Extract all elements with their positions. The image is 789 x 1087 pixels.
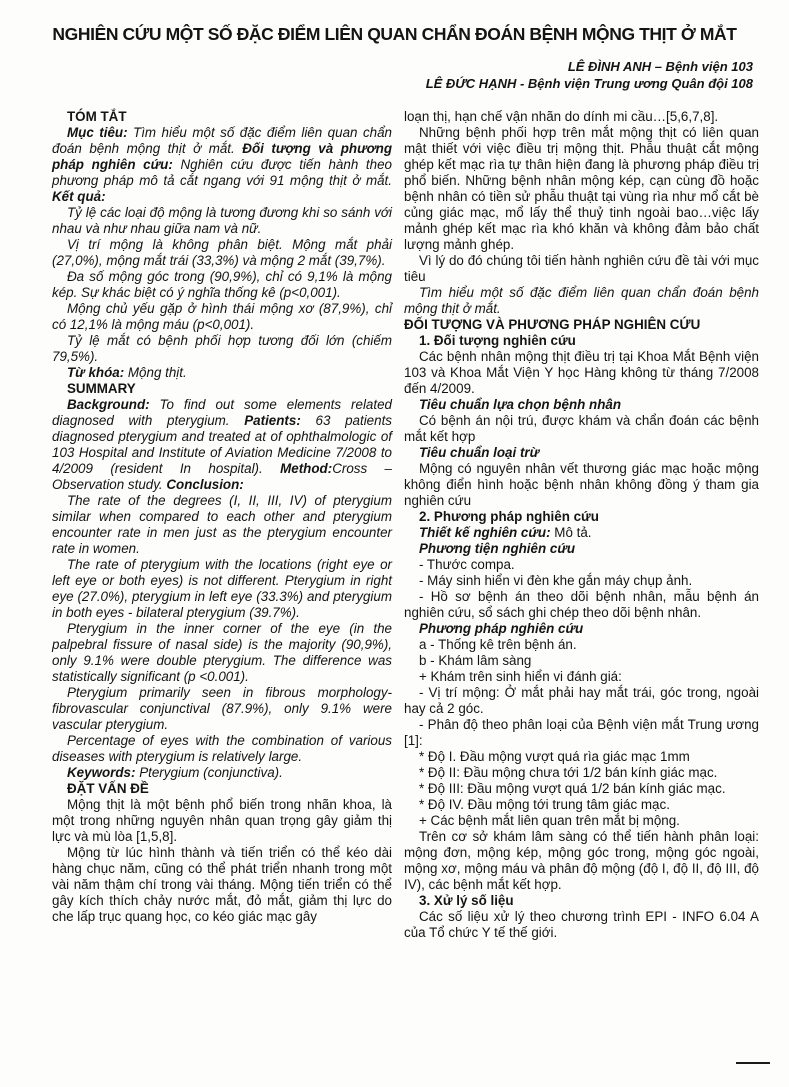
text-run: Keywords:	[67, 765, 136, 780]
text-run: Tỷ lệ các loại độ mộng là tương đương khi so sánh với nhau và như nhau giữa nam và nữ.	[52, 205, 392, 236]
text-run: + Các bệnh mắt liên quan trên mắt bị mộng.	[419, 813, 680, 828]
text-run: ĐỐI TƯỢNG VÀ PHƯƠNG PHÁP NGHIÊN CỨU	[404, 317, 701, 332]
right-column	[404, 109, 759, 941]
text-run: Mục tiêu:	[67, 125, 128, 140]
text-run: Từ khóa:	[67, 365, 125, 380]
paragraph	[52, 205, 392, 237]
text-run: * Độ I. Đầu mộng vượt quá rìa giác mạc 1mm	[419, 749, 690, 764]
text-run: 2. Phương pháp nghiên cứu	[419, 509, 599, 524]
text-run: Patients:	[244, 413, 301, 428]
paragraph	[404, 685, 759, 717]
paragraph	[404, 909, 759, 941]
text-run: ĐẶT VẤN ĐỀ	[67, 781, 149, 796]
paragraph	[52, 493, 392, 557]
author-block	[0, 58, 789, 92]
text-run: * Độ IV. Đầu mộng tới trung tâm giác mạc.	[419, 797, 670, 812]
paragraph	[404, 525, 759, 541]
author-line-1: LÊ ĐÌNH ANH – Bệnh viện 103	[567, 59, 753, 74]
paragraph	[404, 653, 759, 669]
text-run: Các số liệu xử lý theo chương trình EPI - INFO 6.04 A của Tổ chức Y tế thế giới.	[404, 909, 759, 940]
text-run: Pterygium (conjunctiva).	[135, 765, 283, 780]
text-run: Tìm hiểu một số đặc điểm liên quan chẩn đoán bệnh mộng thịt ở mắt.	[404, 285, 759, 316]
text-run: - Hồ sơ bệnh án theo dõi bệnh nhân, mẫu bệnh án nghiên cứu, sổ sách ghi chép theo dõi bệnh nhân.	[404, 589, 759, 620]
paper-title-text: NGHIÊN CỨU MỘT SỐ ĐẶC ĐIỂM LIÊN QUAN CHẨN ĐOÁN BỆNH MỘNG THỊT Ở MẮT	[52, 24, 737, 44]
paragraph	[52, 333, 392, 365]
text-run: Nghiên cứu được tiến hành theo phương pháp mô tả cắt ngang với 91 mộng thịt ở mắt.	[52, 157, 392, 188]
paragraph	[404, 717, 759, 749]
text-run: Cross – Observation study.	[52, 461, 392, 492]
text-run: Pterygium primarily seen in fibrous morphology-fibrovascular conjunctival (87.9%), only 9.1% were vascular pterygium.	[52, 685, 392, 732]
text-run: Percentage of eyes with the combination of various diseases with pterygium is relatively large.	[52, 733, 392, 764]
text-run: Các bệnh nhân mộng thịt điều trị tại Khoa Mắt Bệnh viện 103 và Khoa Mắt Viện Y học Hàng không từ tháng 7/2008 đến 4/2009.	[404, 349, 759, 396]
text-run: Vì lý do đó chúng tôi tiến hành nghiên cứu đề tài với mục tiêu	[404, 253, 759, 284]
paragraph	[404, 253, 759, 285]
paragraph	[52, 237, 392, 269]
paragraph	[404, 413, 759, 445]
left-column	[52, 109, 392, 941]
text-run: 3. Xử lý số liệu	[419, 893, 514, 908]
paragraph	[52, 301, 392, 333]
text-run: * Độ III: Đầu mộng vượt quá 1/2 bán kính giác mạc.	[419, 781, 726, 796]
paragraph	[404, 781, 759, 797]
paragraph	[404, 749, 759, 765]
sub-heading	[404, 509, 759, 525]
text-run: Mộng từ lúc hình thành và tiến triển có thể kéo dài hàng chục năm, cũng có thể phát triển nhanh trong một vài năm thậm chí trong vài tháng. Mộng tiến triển có thể gây kích thích chảy nước mắt, đỏ mắt, giảm thị lực do che lấp trục quang học, co kéo giác mạc gây	[52, 845, 392, 924]
paragraph	[404, 765, 759, 781]
paragraph	[52, 557, 392, 621]
text-run: Phương pháp nghiên cứu	[419, 621, 584, 636]
paragraph	[52, 797, 392, 845]
section-heading-dat-van-de	[52, 781, 392, 797]
text-run: Conclusion:	[166, 477, 244, 492]
paragraph	[404, 813, 759, 829]
paragraph	[404, 797, 759, 813]
paragraph	[404, 461, 759, 509]
text-run: Tiêu chuẩn lựa chọn bệnh nhân	[419, 397, 622, 412]
text-run: b - Khám lâm sàng	[419, 653, 532, 668]
paragraph	[404, 637, 759, 653]
paragraph	[404, 557, 759, 573]
section-heading-summary	[52, 381, 392, 397]
text-run: - Phân độ theo phân loại của Bệnh viện mắt Trung ương [1]:	[404, 717, 759, 748]
section-heading-doi-tuong	[404, 317, 759, 333]
text-run: SUMMARY	[67, 381, 136, 396]
text-run: Tỷ lệ mắt có bệnh phối hợp tương đối lớn (chiếm 79,5%).	[52, 333, 392, 364]
text-run: Mộng có nguyên nhân vết thương giác mạc hoặc mộng không điển hình hoặc bệnh nhân không đồng ý tham gia nghiên cứu	[404, 461, 759, 508]
text-run: To find out some elements related diagnosed with pterygium.	[52, 397, 392, 428]
paragraph	[52, 765, 392, 781]
paragraph	[52, 621, 392, 685]
text-run: Phương tiện nghiên cứu	[419, 541, 576, 556]
two-column-body	[0, 92, 789, 941]
paragraph	[404, 125, 759, 253]
text-run: Pterygium in the inner corner of the eye (in the palpebral fissure of nasal side) is the majority (90,9%), only 9.1% were double pterygium. The difference was statistically significant (p <0.001).	[52, 621, 392, 684]
text-run: loạn thị, hạn chế vận nhãn do dính mi cầu…[5,6,7,8].	[404, 109, 719, 124]
paragraph	[52, 397, 392, 493]
paragraph	[52, 733, 392, 765]
text-run: The rate of the degrees (I, II, III, IV) of pterygium similar when compared to each other and pterygium encounter rate in men just as the pterygium encounter rate in women.	[52, 493, 392, 556]
sub-heading	[404, 445, 759, 461]
paragraph	[404, 349, 759, 397]
text-run: Đa số mộng góc trong (90,9%), chỉ có 9,1% là mộng kép. Sự khác biệt có ý nghĩa thống kê (p<0,001).	[52, 269, 392, 300]
text-run: Có bệnh án nội trú, được khám và chẩn đoán các bệnh mắt kết hợp	[404, 413, 759, 444]
text-run: Background:	[67, 397, 150, 412]
paragraph	[52, 685, 392, 733]
paragraph	[52, 125, 392, 205]
text-run: Những bệnh phối hợp trên mắt mộng thịt có liên quan mật thiết với việc điều trị mộng thịt. Phẫu thuật cắt mộng ghép kết mạc rìa tự thân hiện đang là phương pháp điều trị phổ biến. Những bệnh nhân mộng kép, cạn cùng đồ hoặc bệnh nhân có tiền sử phẫu thuật tại vùng rìa như mổ cắt bè củng giác mạc, mổ lấy thể thuỷ tinh ngoài bao…việc lấy mảnh ghép kết mạc rìa khó khăn và không đảm bảo chất lượng mảnh ghép.	[404, 125, 759, 252]
text-run: + Khám trên sinh hiển vi đánh giá:	[419, 669, 622, 684]
text-run: Trên cơ sở khám lâm sàng có thể tiến hành phân loại: mộng đơn, mộng kép, mộng góc trong, mộng góc ngoài, mộng xơ, mộng máu và phân độ mộng (độ I, độ II, độ III, độ IV), các bệnh mắt kết hợp.	[404, 829, 759, 892]
text-run: Thiết kế nghiên cứu:	[419, 525, 551, 540]
sub-heading	[404, 541, 759, 557]
section-heading-tom-tat	[52, 109, 392, 125]
text-run: Method:	[280, 461, 333, 476]
text-run: - Thước compa.	[419, 557, 515, 572]
text-run: Tìm hiểu một số đặc điểm liên quan chẩn đoán bệnh mộng thịt ở mắt.	[52, 125, 392, 156]
text-run: TÓM TẮT	[67, 109, 127, 124]
page-corner-mark	[736, 1062, 770, 1064]
paragraph	[52, 845, 392, 925]
paragraph	[52, 365, 392, 381]
text-run: Mộng thịt.	[124, 365, 187, 380]
sub-heading	[404, 621, 759, 637]
text-run: Tiêu chuẩn loại trừ	[419, 445, 540, 460]
paragraph	[404, 573, 759, 589]
text-run: Vị trí mộng là không phân biệt. Mộng mắt phải (27,0%), mộng mắt trái (33,3%) và mộng 2 mắt (39,7%).	[52, 237, 392, 268]
paragraph	[404, 285, 759, 317]
paragraph	[52, 269, 392, 301]
paragraph	[404, 109, 759, 125]
sub-heading	[404, 893, 759, 909]
author-line-2: LÊ ĐỨC HẠNH - Bệnh viện Trung ương Quân đội 108	[425, 76, 753, 91]
text-run: 63 patients diagnosed pterygium and treated at of ophthalmologic of 103 Hospital and Institute of Aviation Medicine 7/2008 to 4/2009 (resident In hospital).	[52, 413, 392, 476]
paragraph	[404, 829, 759, 893]
sub-heading	[404, 333, 759, 349]
text-run: Mô tả.	[550, 525, 592, 540]
text-run: a - Thống kê trên bệnh án.	[419, 637, 577, 652]
text-run: - Máy sinh hiển vi đèn khe gắn máy chụp ảnh.	[419, 573, 693, 588]
text-run: 1. Đối tượng nghiên cứu	[419, 333, 576, 348]
text-run: Đối tượng và phương pháp nghiên cứu:	[52, 141, 393, 172]
text-run: - Vị trí mộng: Ở mắt phải hay mắt trái, góc trong, ngoài hay cả 2 góc.	[404, 685, 759, 716]
sub-heading	[404, 397, 759, 413]
text-run: Mộng thịt là một bệnh phổ biến trong nhãn khoa, là một trong những nguyên nhân quan trọng gây giảm thị lực và mù lòa [1,5,8].	[52, 797, 392, 844]
text-run: Kết quả:	[52, 189, 106, 204]
paragraph	[404, 669, 759, 685]
text-run: The rate of pterygium with the locations (right eye or left eye or both eyes) is not different. Pterygium in right eye (27.0%), pterygium in left eye (33.3%) and pterygium in both eyes - bilateral pterygium (39.7%).	[52, 557, 392, 620]
text-run: * Độ II: Đầu mộng chưa tới 1/2 bán kính giác mạc.	[419, 765, 718, 780]
paragraph	[404, 589, 759, 621]
text-run: Mộng chủ yếu gặp ở hình thái mộng xơ (87,9%), chỉ có 12,1% là mộng máu (p<0,001).	[52, 301, 392, 332]
paper-title	[0, 0, 789, 45]
